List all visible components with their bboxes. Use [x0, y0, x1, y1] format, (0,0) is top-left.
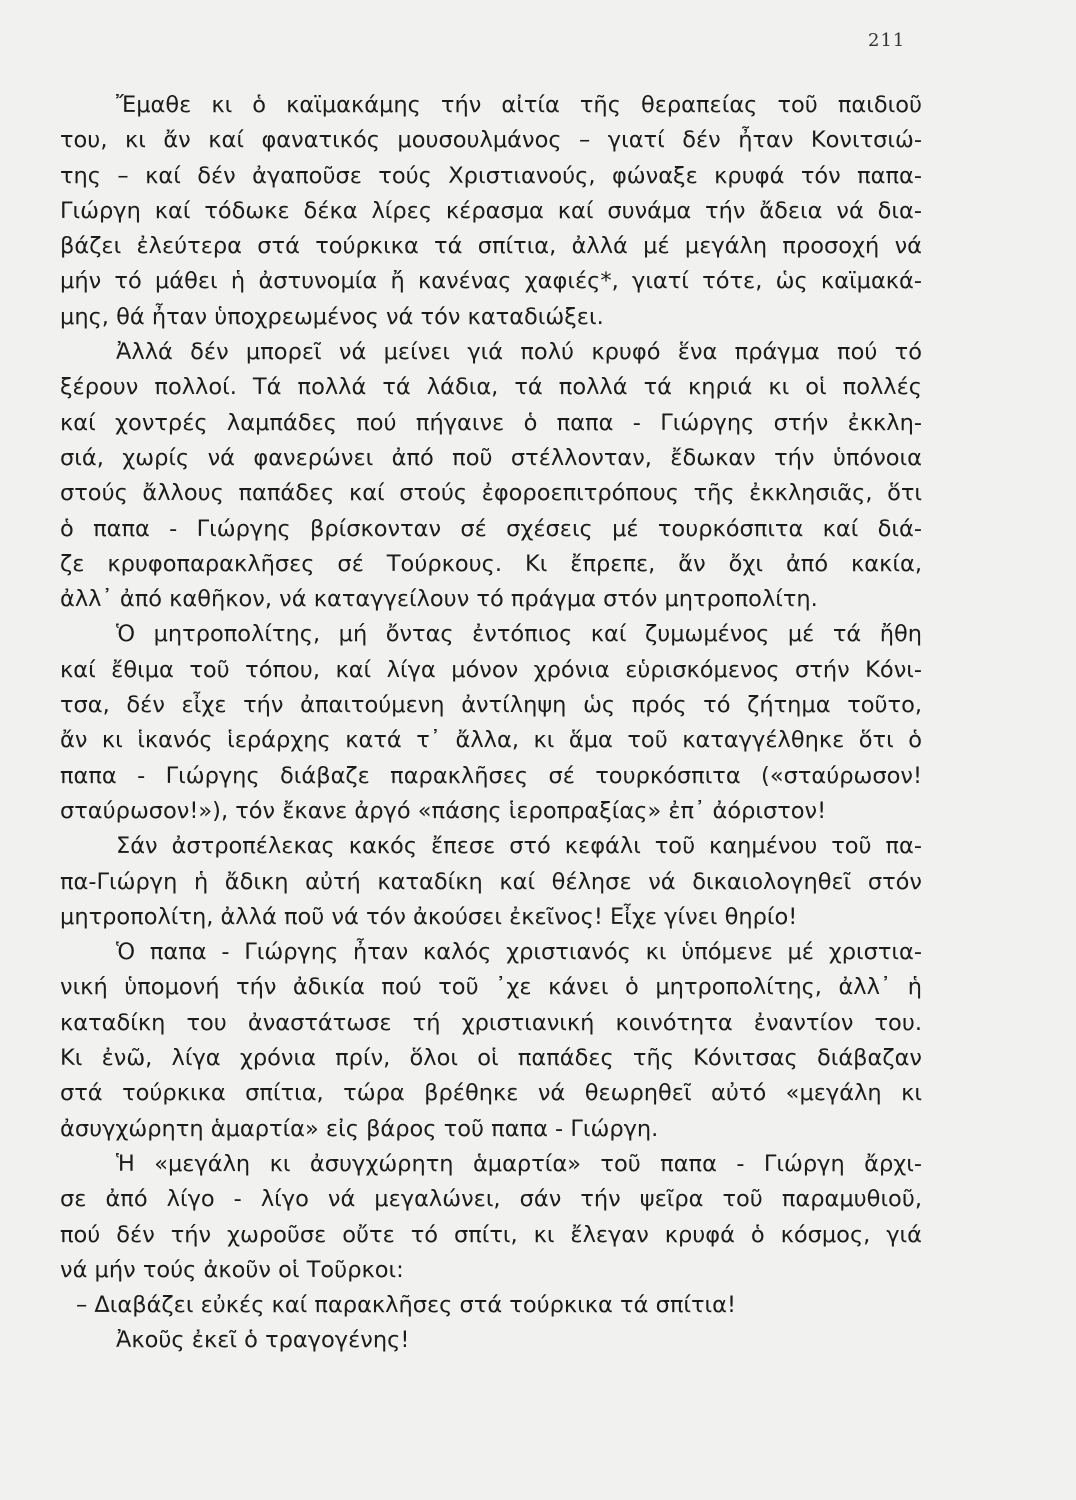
text-line: μήν τό μάθει ἡ ἀστυνομία ἤ κανένας χαφιές*, γιατί τότε, ὡς καϊμακά-	[60, 268, 922, 295]
text-line: Ὁ μητροπολίτης, μή ὄντας ἐντόπιος καί ζυμωμένος μέ τά ἤθη	[116, 621, 922, 648]
text-line: ἀλλ᾿ ἀπό καθῆκον, νά καταγγείλουν τό πράγμα στόν μητροπολίτη.	[60, 586, 818, 613]
text-line: πού δέν τήν χωροῦσε οὔτε τό σπίτι, κι ἔλεγαν κρυφά ὁ κόσμος, γιά	[60, 1221, 922, 1248]
text-line: νική ὑπομονή τήν ἀδικία πού τοῦ ᾿χε κάνει ὁ μητροπολίτης, ἀλλ᾿ ἡ	[60, 974, 922, 1001]
paragraph	[60, 1323, 922, 1358]
text-line: τσα, δέν εἶχε τήν ἀπαιτούμενη ἀντίληψη ὡς πρός τό ζήτημα τοῦτο,	[60, 692, 922, 719]
text-line: σταύρωσον!»), τόν ἔκανε ἀργό «πάσης ἱεροπραξίας» ἐπ᾿ ἀόριστον!	[60, 797, 827, 824]
text-line: μητροπολίτη, ἀλλά ποῦ νά τόν ἀκούσει ἐκεῖνος! Εἶχε γίνει θηρίο!	[60, 903, 798, 930]
text-line: στά τούρκικα σπίτια, τώρα βρέθηκε νά θεωρηθεῖ αὐτό «μεγάλη κι	[60, 1080, 922, 1107]
paragraph	[60, 1288, 922, 1323]
text-line: – Διαβάζει εὐκές καί παρακλῆσες στά τούρκικα τά σπίτια!	[76, 1292, 737, 1319]
text-line: Ἀκοῦς ἐκεῖ ὁ τραγογένης!	[116, 1327, 410, 1354]
paragraph	[60, 88, 922, 335]
text-line: ἀσυγχώρητη ἁμαρτία» εἰς βάρος τοῦ παπα - Γιώργη.	[60, 1115, 659, 1142]
page-number: 211	[868, 30, 906, 51]
text-line: καταδίκη του ἀναστάτωσε τή χριστιανική κοινότητα ἐναντίον του.	[60, 1009, 922, 1036]
text-line: σιά, χωρίς νά φανερώνει ἀπό ποῦ στέλλονταν, ἔδωκαν τήν ὑπόνοια	[60, 444, 922, 471]
paragraph	[60, 617, 922, 829]
text-line: Ἡ «μεγάλη κι ἀσυγχώρητη ἁμαρτία» τοῦ παπα - Γιώργη ἄρχι-	[116, 1150, 922, 1177]
text-line: ξέρουν πολλοί. Τά πολλά τά λάδια, τά πολλά τά κηριά κι οἱ πολλές	[60, 374, 922, 401]
text-line: στούς ἄλλους παπάδες καί στούς ἐφοροεπιτρόπους τῆς ἐκκλησιᾶς, ὅτι	[60, 480, 922, 507]
text-line: σε ἀπό λίγο - λίγο νά μεγαλώνει, σάν τήν ψεῖρα τοῦ παραμυθιοῦ,	[60, 1186, 922, 1213]
text-line: νά μήν τούς ἀκοῦν οἱ Τοῦρκοι:	[60, 1256, 404, 1283]
text-line: καί χοντρές λαμπάδες πού πήγαινε ὁ παπα - Γιώργης στήν ἐκκλη-	[60, 409, 922, 436]
text-line: παπα - Γιώργης διάβαζε παρακλῆσες σέ τουρκόσπιτα («σταύρωσον!	[60, 762, 922, 789]
text-line: Γιώργη καί τόδωκε δέκα λίρες κέρασμα καί συνάμα τήν ἄδεια νά δια-	[60, 197, 922, 224]
text-line: ὁ παπα - Γιώργης βρίσκονταν σέ σχέσεις μέ τουρκόσπιτα καί διά-	[60, 515, 922, 542]
paragraph	[60, 1147, 922, 1288]
text-line: Ὁ παπα - Γιώργης ἦταν καλός χριστιανός κι ὑπόμενε μέ χριστια-	[116, 939, 922, 966]
text-line: πα-Γιώργη ἡ ἄδικη αὐτή καταδίκη καί θέλησε νά δικαιολογηθεῖ στόν	[60, 868, 922, 895]
text-line: ἄν κι ἱκανός ἱεράρχης κατά τ᾿ ἄλλα, κι ἅμα τοῦ καταγγέλθηκε ὅτι ὁ	[60, 727, 922, 754]
text-line: βάζει ἐλεύτερα στά τούρκικα τά σπίτια, ἀλλά μέ μεγάλη προσοχή νά	[60, 233, 922, 260]
text-line: του, κι ἄν καί φανατικός μουσουλμάνος – γιατί δέν ἦταν Κονιτσιώ-	[60, 127, 922, 154]
paragraph	[60, 829, 922, 935]
text-line: Σάν ἀστροπέλεκας κακός ἔπεσε στό κεφάλι τοῦ καημένου τοῦ πα-	[116, 833, 922, 860]
text-line: Ἔμαθε κι ὁ καϊμακάμης τήν αἰτία τῆς θεραπείας τοῦ παιδιοῦ	[116, 92, 922, 118]
text-line: Κι ἐνῶ, λίγα χρόνια πρίν, ὅλοι οἱ παπάδες τῆς Κόνιτσας διάβαζαν	[60, 1045, 922, 1072]
body-text	[60, 88, 922, 1359]
text-line: της – καί δέν ἀγαποῦσε τούς Χριστιανούς, φώναξε κρυφά τόν παπα-	[60, 162, 922, 189]
text-line: ζε κρυφοπαρακλῆσες σέ Τούρκους. Κι ἔπρεπε, ἄν ὄχι ἀπό κακία,	[60, 550, 922, 577]
text-line: μης, θά ἦταν ὑποχρεωμένος νά τόν καταδιώξει.	[60, 303, 604, 330]
text-line: Ἀλλά δέν μπορεῖ νά μείνει γιά πολύ κρυφό ἕνα πράγμα πού τό	[116, 339, 922, 366]
text-line: καί ἔθιμα τοῦ τόπου, καί λίγα μόνον χρόνια εὑρισκόμενος στήν Κόνι-	[60, 656, 922, 683]
paragraph	[60, 335, 922, 617]
paragraph	[60, 935, 922, 1147]
